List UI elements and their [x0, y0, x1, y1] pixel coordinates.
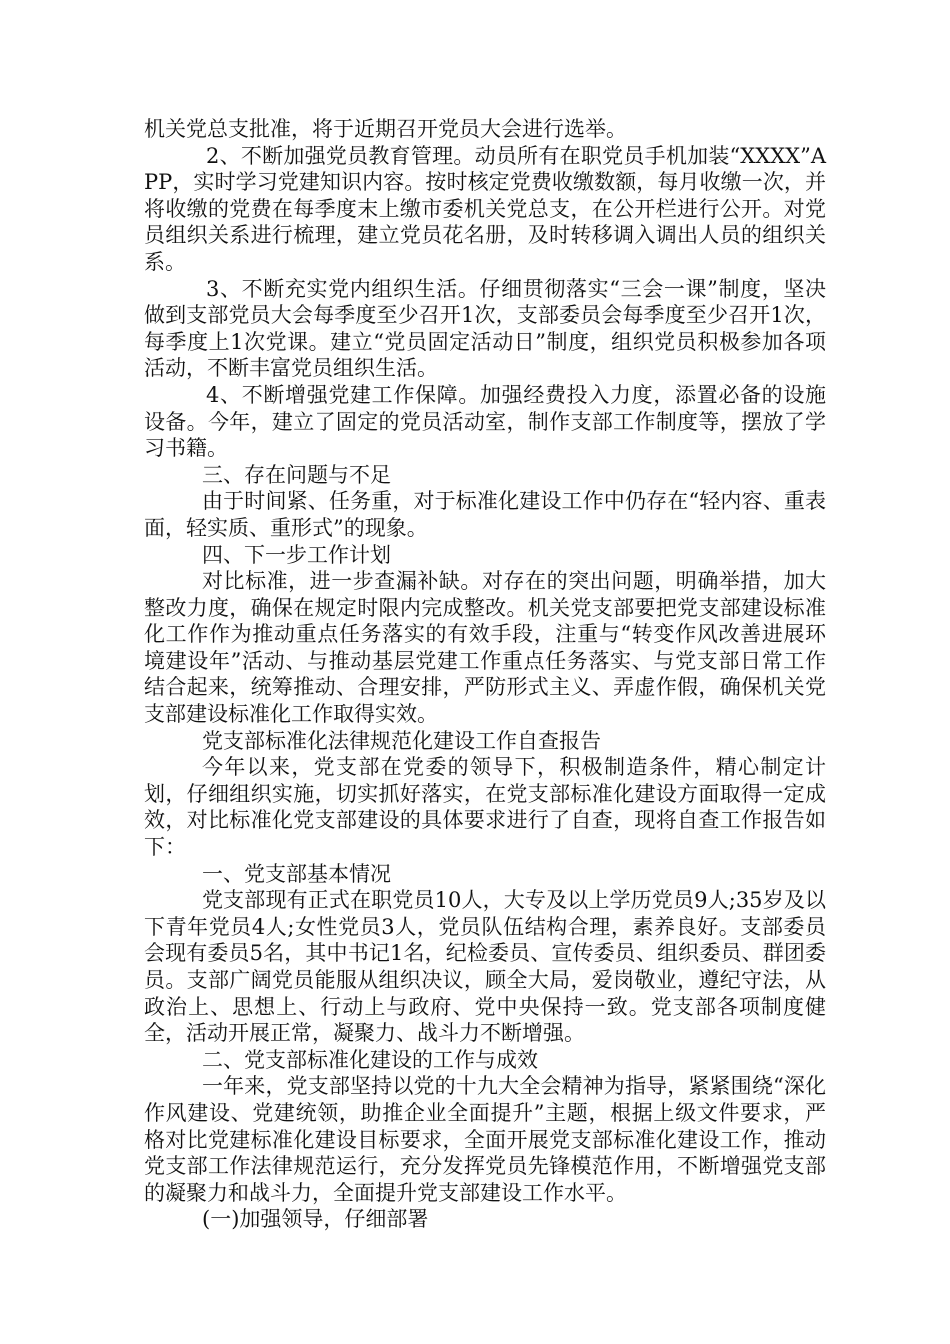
paragraph-work-results: 一年来，党支部坚持以党的十九大全会精神为指导，紧紧围绕“深化作风建设、党建统领，助推企业全面提升”主题，根据上级文件要求，严格对比党建标准化建设目标要求，全面开展党支部标准化建设工作，推动党支部工作法律规范运行，充分发挥党员先锋模范作用，不断增强党支部的凝聚力和战斗力，全面提升党支部建设工作水平。 — [144, 1074, 826, 1205]
paragraph-basic-info: 党支部现有正式在职党员10人，大专及以上学历党员9人;35岁及以下青年党员4人;女性党员3人，党员队伍结构合理，素养良好。支部委员会现有委员5名，其中书记1名，纪检委员、宣传委员、组织委员、群团委员。支部广阔党员能服从组织决议，顾全大局，爱岗敬业，遵纪守法，从政治上、思想上、行动上与政府、党中央保持一致。党支部各项制度健全，活动开展正常，凝聚力、战斗力不断增强。 — [144, 888, 826, 1046]
document-body — [144, 116, 826, 1233]
paragraph-item-4: 4、不断增强党建工作保障。加强经费投入力度，添置必备的设施设备。今年，建立了固定的党员活动室，制作支部工作制度等，摆放了学习书籍。 — [144, 382, 826, 461]
section-heading-basic-info: 一、党支部基本情况 — [202, 861, 391, 886]
paragraph-item-2: 2、不断加强党员教育管理。动员所有在职党员手机加装“XXXX”APP，实时学习党建知识内容。按时核定党费收缴数额，每月收缴一次，并将收缴的党费在每季度末上缴市委机关党总支，在公开栏进行公开。对党员组织关系进行梳理，建立党员花名册，及时转移调入调出人员的组织关系。 — [144, 143, 826, 274]
paragraph-continuation: 机关党总支批准，将于近期召开党员大会进行选举。 — [144, 117, 627, 141]
section-heading-work-results: 二、党支部标准化建设的工作与成效 — [202, 1047, 538, 1072]
paragraph-report-intro: 今年以来，党支部在党委的领导下，积极制造条件，精心制定计划，仔细组织实施，切实抓好落实，在党支部标准化建设方面取得一定成效，对比标准化党支部建设的具体要求进行了自查，现将自查工作报告如下： — [144, 755, 826, 860]
paragraph-next-plan: 对比标准，进一步查漏补缺。对存在的突出问题，明确举措，加大整改力度，确保在规定时限内完成整改。机关党支部要把党支部建设标准化工作作为推动重点任务落实的有效手段，注重与“转变作风改善进展环境建设年”活动、与推动基层党建工作重点任务落实、与党支部日常工作结合起来，统筹推动、合理安排，严防形式主义、弄虚作假，确保机关党支部建设标准化工作取得实效。 — [144, 569, 826, 727]
section-heading-next-plan: 四、下一步工作计划 — [202, 542, 391, 567]
subsection-heading-leadership: (一)加强领导，仔细部署 — [202, 1207, 429, 1232]
paragraph-problems: 由于时间紧、任务重，对于标准化建设工作中仍存在“轻内容、重表面，轻实质、重形式”的现象。 — [144, 489, 826, 540]
report-title: 党支部标准化法律规范化建设工作自查报告 — [202, 728, 601, 753]
section-heading-problems: 三、存在问题与不足 — [202, 462, 391, 487]
paragraph-item-3: 3、不断充实党内组织生活。仔细贯彻落实“三会一课”制度，坚决做到支部党员大会每季度至少召开1次，支部委员会每季度至少召开1次，每季度上1次党课。建立“党员固定活动日”制度，组织党员积极参加各项活动，不断丰富党员组织生活。 — [144, 276, 826, 381]
